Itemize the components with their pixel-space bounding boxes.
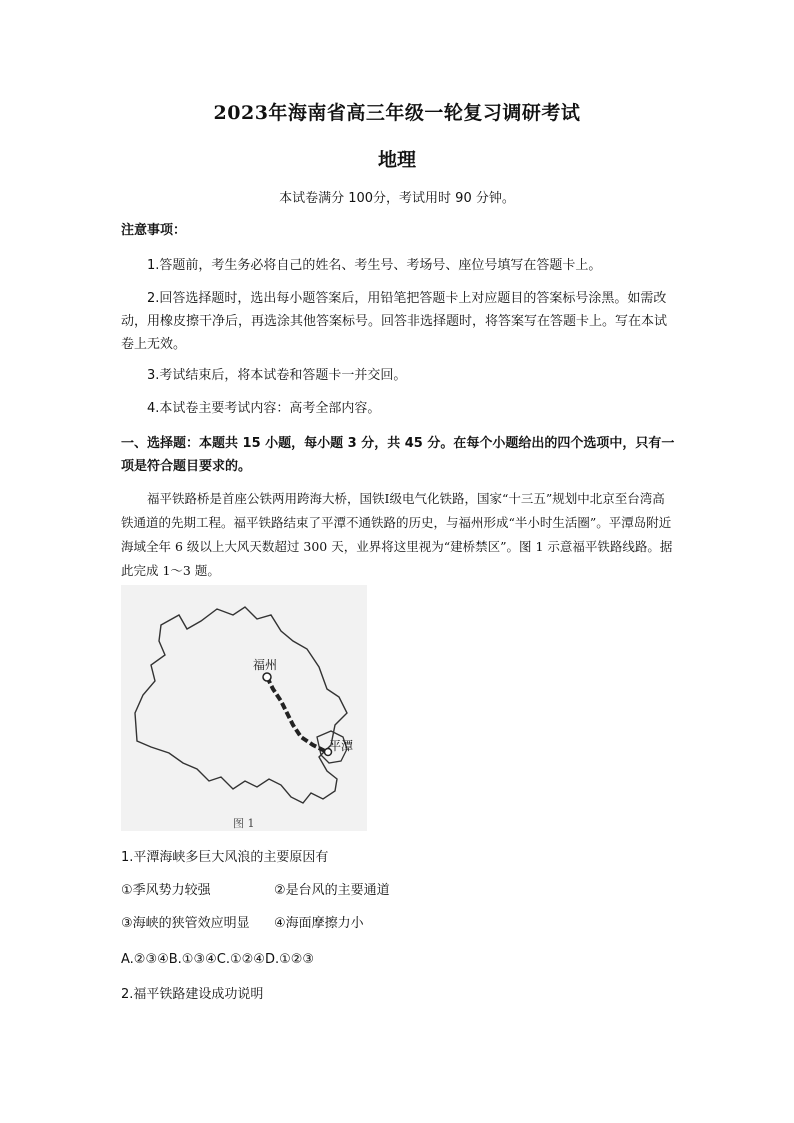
question-1-stem: 1.平潭海峡多巨大风浪的主要原因有 xyxy=(121,850,329,865)
q1-option-4: ④海面摩擦力小 xyxy=(274,916,364,931)
notes-heading: 注意事项： xyxy=(121,223,187,238)
reading-passage: 福平铁路桥是首座公铁两用跨海大桥，国铁Ⅰ级电气化铁路，国家“十三五”规划中北京至台湾高铁通道的先期工程。福平铁路结束了平潭不通铁路的历史，与福州形成“半小时生活圈”。平潭岛附近海域全年 6 级以上大风天数超过 300 天，业界将这里视为“建桥禁区”。图 1 示意福平铁路线路。据此完成 1～3 题。 xyxy=(121,491,673,578)
label-pingtan: 平潭 xyxy=(329,739,354,753)
section-heading: 一、选择题：本题共 15 小题，每小题 3 分，共 45 分。在每个小题给出的四个选项中，只有一项是符合题目要求的。 xyxy=(121,436,675,474)
q1-option-3: ③海峡的狭管效应明显 xyxy=(121,916,250,931)
q1-answer-choices: A.②③④B.①③④C.①②④D.①②③ xyxy=(121,952,315,967)
subject-title: 地理 xyxy=(377,149,416,171)
note-item-2: 2.回答选择题时，选出每小题答案后，用铅笔把答题卡上对应题目的答案标号涂黑。如需改动，用橡皮擦干净后，再选涂其他答案标号。回答非选择题时，将答案写在答题卡上。写在本试卷上无效。 xyxy=(121,291,668,352)
question-2-stem: 2.福平铁路建设成功说明 xyxy=(121,987,264,1002)
note-item-3: 3.考试结束后，将本试卷和答题卡一并交回。 xyxy=(147,368,407,383)
railway-map-figure xyxy=(121,585,367,831)
exam-title: 2023年海南省高三年级一轮复习调研考试 xyxy=(213,102,581,124)
q1-option-1: ①季风势力较强 xyxy=(121,883,211,898)
label-fuzhou: 福州 xyxy=(253,658,278,672)
railway-map xyxy=(121,585,367,831)
q1-option-2: ②是台风的主要通道 xyxy=(274,883,390,898)
fuzhou-marker xyxy=(263,673,271,681)
note-item-4: 4.本试卷主要考试内容：高考全部内容。 xyxy=(147,401,381,416)
figure-caption: 图 1 xyxy=(233,817,255,830)
note-item-1: 1.答题前，考生务必将自己的姓名、考生号、考场号、座位号填写在答题卡上。 xyxy=(147,258,602,273)
exam-info: 本试卷满分 100分，考试用时 90 分钟。 xyxy=(279,191,515,206)
